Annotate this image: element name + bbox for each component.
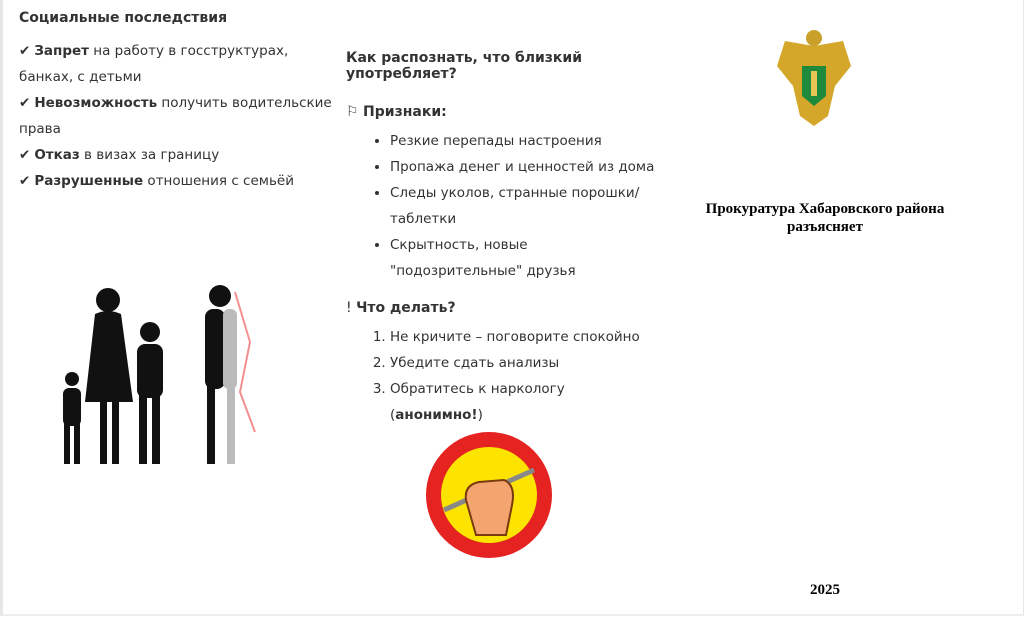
signs-list <box>346 128 656 284</box>
list-item: • Следы уколов, странные порошки/таблетки <box>390 180 656 232</box>
flag-icon: ⚐ <box>346 104 364 120</box>
list-item: • Пропажа денег и ценностей из дома <box>390 154 656 180</box>
todo-list <box>346 324 656 428</box>
social-consequences-section <box>19 10 334 194</box>
check-icon: ✔ <box>19 95 31 111</box>
year: 2025 <box>810 582 840 598</box>
family-silhouette-image <box>55 282 280 467</box>
list-item: ✔ Отказ в визах за границу <box>19 147 220 163</box>
signs-heading: ⚐ Признаки: <box>346 104 447 120</box>
list-item: ✔ Разрушенные отношения с семьёй <box>19 173 294 189</box>
check-icon: ✔ <box>19 147 31 163</box>
list-item: ✔ Запрет на работу в госструктурах, банках, с детьми <box>19 43 289 85</box>
organization-title: Прокуратура Хабаровского района разъясняет <box>705 201 945 235</box>
list-item: • Резкие перепады настроения <box>390 128 656 154</box>
prosecutor-emblem <box>775 26 853 132</box>
todo-heading: ! Что делать? <box>346 300 456 316</box>
section-title: Как распознать, что близкий употребляет? <box>346 50 583 82</box>
anti-drug-logo <box>424 430 554 560</box>
exclamation-icon: ! <box>346 300 357 316</box>
section-title: Социальные последствия <box>19 10 228 26</box>
recognize-section <box>346 50 656 428</box>
list-item: 2. Убедите сдать анализы <box>390 350 656 376</box>
list-item: 1. Не кричите – поговорите спокойно <box>390 324 656 350</box>
list-item: • Скрытность, новые "подозрительные" друзья <box>390 232 656 284</box>
list-item: 3. Обратитесь к наркологу (анонимно!) <box>390 376 656 428</box>
check-icon: ✔ <box>19 43 31 59</box>
list-item: ✔ Невозможность получить водительские права <box>19 95 332 137</box>
check-icon: ✔ <box>19 173 31 189</box>
